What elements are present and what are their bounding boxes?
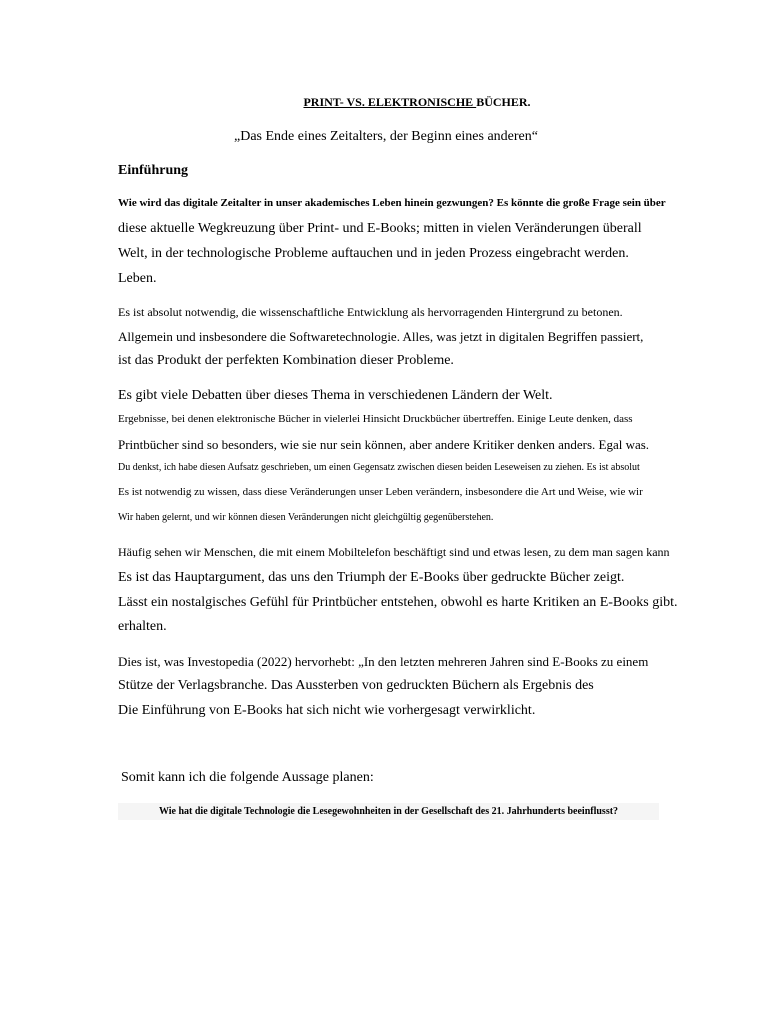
paragraph-2-line-1: Es ist absolut notwendig, die wissenschaftliche Entwicklung als hervorragenden Hintergrund zu betonen. [118,305,623,319]
paragraph-2-line-3: ist das Produkt der perfekten Kombination dieser Probleme. [118,353,454,368]
statement-intro: Somit kann ich die folgende Aussage planen: [121,770,374,785]
paragraph-1-line-4: Leben. [118,271,157,286]
paragraph-5-line-3: Die Einführung von E-Books hat sich nicht wie vorhergesagt verwirklicht. [118,703,536,718]
paragraph-2-line-2: Allgemein und insbesondere die Softwaretechnologie. Alles, was jetzt in digitalen Begriffen passiert, [118,329,644,344]
paragraph-3-line-3: Printbücher sind so besonders, wie sie nur sein können, aber andere Kritiker denken anders. Egal was. [118,437,650,452]
research-question-box [118,803,659,820]
paragraph-3-line-5: Es ist notwendig zu wissen, dass diese Veränderungen unser Leben verändern, insbesondere die Art und Weise, wie wir [118,486,643,498]
paragraph-1-line-2: diese aktuelle Wegkreuzung über Print- und E-Books; mitten in vielen Veränderungen überall [118,221,642,236]
research-question: Wie hat die digitale Technologie die Lesegewohnheiten in der Gesellschaft des 21. Jahrhunderts beeinflusst? [158,806,619,817]
paragraph-1-line-3: Welt, in der technologische Probleme auftauchen und in jeden Prozess eingebracht werden. [118,246,629,261]
document-title-underlined: PRINT- VS. ELEKTRONISCHE [303,95,477,109]
paragraph-5-line-2: Stütze der Verlagsbranche. Das Aussterben von gedruckten Büchern als Ergebnis des [118,678,594,693]
document-title [0,95,768,109]
paragraph-4-line-4: erhalten. [118,619,167,634]
paragraph-3-line-4: Du denkst, ich habe diesen Aufsatz geschrieben, um einen Gegensatz zwischen diesen beiden Leseweisen zu ziehen. Es ist absolut [118,462,640,473]
paragraph-3-line-1: Es gibt viele Debatten über dieses Thema in verschiedenen Ländern der Welt. [118,388,553,403]
paragraph-3-line-2: Ergebnisse, bei denen elektronische Bücher in vielerlei Hinsicht Druckbücher übertreffen. Einige Leute denken, dass [118,413,633,425]
section-heading: Einführung [118,163,189,178]
paragraph-5-line-1: Dies ist, was Investopedia (2022) hervorhebt: „In den letzten mehreren Jahren sind E-Books zu einem [118,654,649,669]
paragraph-3-line-6: Wir haben gelernt, und wir können diesen Veränderungen nicht gleichgültig gegenüberstehen. [118,512,494,523]
paragraph-4-line-2: Es ist das Hauptargument, das uns den Triumph der E-Books über gedruckte Bücher zeigt. [118,570,625,585]
paragraph-1-line-1: Wie wird das digitale Zeitalter in unser akademisches Leben hinein gezwungen? Es könnte die große Frage sein über [118,197,666,209]
document-title-rest: BÜCHER. [476,95,531,109]
paragraph-4-line-3: Lässt ein nostalgisches Gefühl für Printbücher entstehen, obwohl es harte Kritiken an E-Books gibt. [118,595,678,610]
document-subtitle: „Das Ende eines Zeitalters, der Beginn eines anderen“ [234,129,538,144]
paragraph-4-line-1: Häufig sehen wir Menschen, die mit einem Mobiltelefon beschäftigt sind und etwas lesen, zu dem man sagen kann [118,545,670,559]
